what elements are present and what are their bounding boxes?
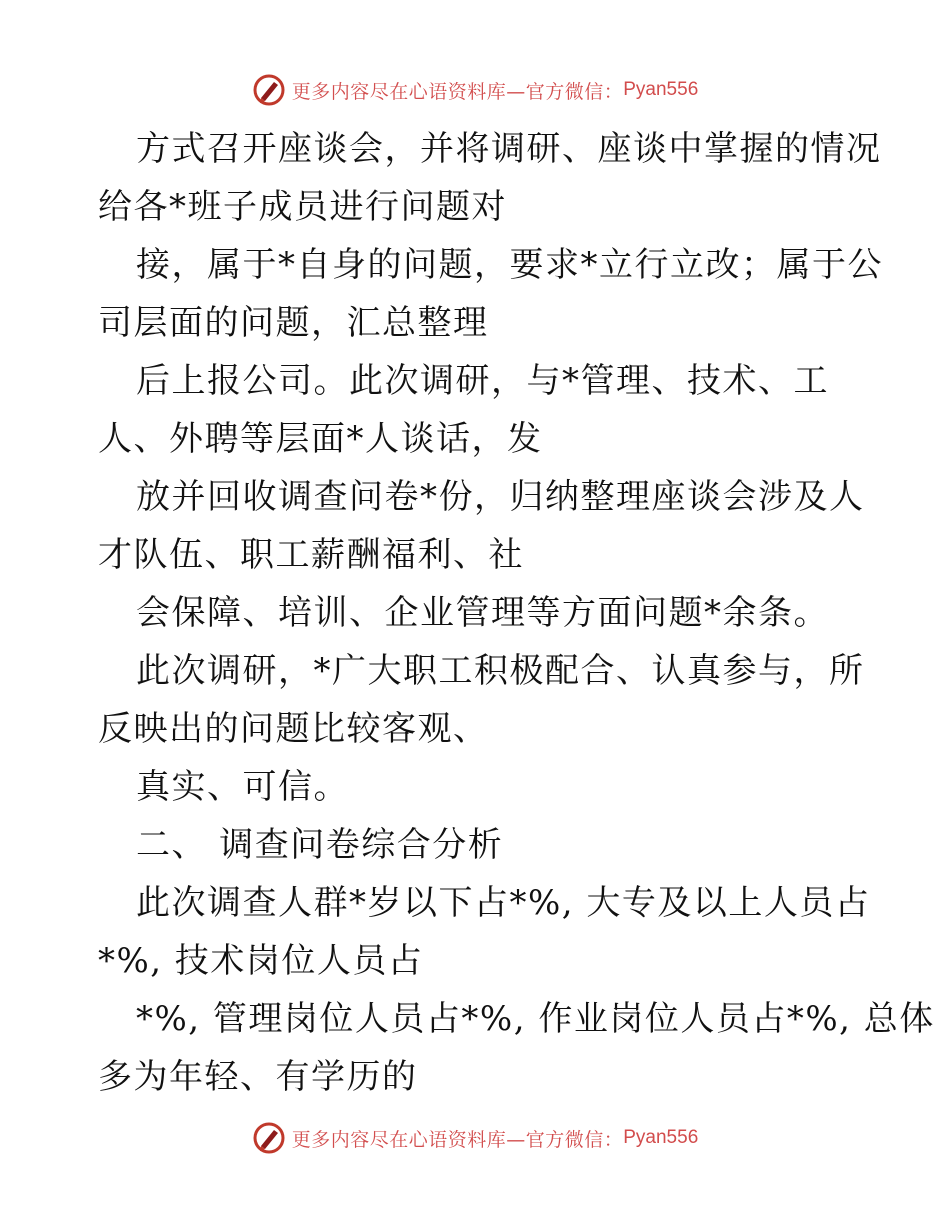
- footer-banner: [0, 1118, 950, 1158]
- text-line: 放并回收调查问卷*份，归纳整理座谈会涉及人: [136, 477, 865, 517]
- text-line: 司层面的问题，汇总整理: [98, 303, 489, 343]
- header-banner-text: 更多内容尽在心语资料库—官方微信：: [291, 80, 624, 103]
- text-line: *%, 技术岗位人员占: [98, 941, 424, 981]
- text-line: *%, 管理岗位人员占*%, 作业岗位人员占*%, 总体: [136, 999, 935, 1039]
- text-line: 真实、可信。: [136, 767, 349, 807]
- text-line: 多为年轻、有学历的: [98, 1057, 418, 1097]
- header-banner: [0, 70, 950, 110]
- footer-banner-text: 更多内容尽在心语资料库—官方微信：: [291, 1128, 624, 1151]
- text-line: 接，属于*自身的问题，要求*立行立改；属于公: [136, 245, 883, 285]
- document-body: [0, 120, 950, 1106]
- pen-logo-icon: [252, 73, 286, 107]
- text-line: 才队伍、职工薪酬福利、社: [98, 535, 524, 575]
- text-line: 此次调查人群*岁以下占*%, 大专及以上人员占: [136, 883, 871, 923]
- text-line: 反映出的问题比较客观、: [98, 709, 489, 749]
- text-line: 会保障、培训、企业管理等方面问题*余条。: [136, 593, 829, 633]
- text-line: 方式召开座谈会，并将调研、座谈中掌握的情况: [136, 129, 882, 169]
- footer-contact: Pyan556: [623, 1127, 699, 1148]
- text-line: 此次调研，*广大职工积极配合、认真参与，所: [136, 651, 865, 691]
- pen-logo-icon: [252, 1121, 286, 1155]
- text-line: 人、外聘等层面*人谈话，发: [98, 419, 543, 459]
- text-line: 给各*班子成员进行问题对: [98, 187, 507, 227]
- header-contact: Pyan556: [623, 79, 699, 100]
- text-line: 后上报公司。此次调研，与*管理、技术、工: [136, 361, 829, 401]
- text-line: 二、 调查问卷综合分析: [136, 825, 504, 865]
